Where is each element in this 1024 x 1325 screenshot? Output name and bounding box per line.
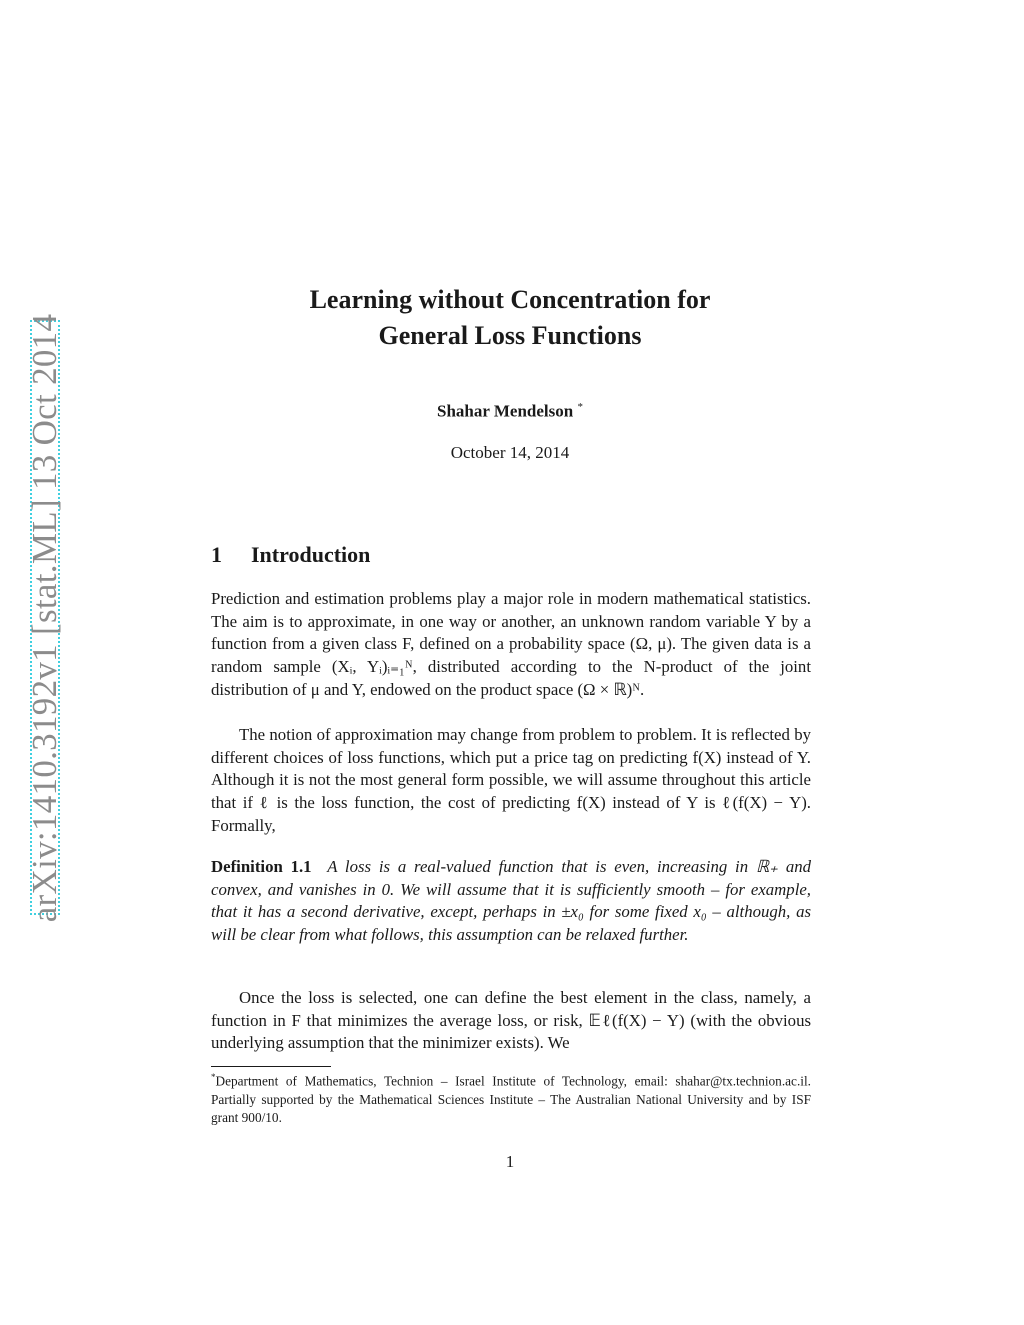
footnote: [211, 1068, 811, 1128]
author-footnote-mark: *: [577, 401, 583, 413]
footnote-text: Department of Mathematics, Technion – Israel Institute of Technology, email: shahar@tx.technion.ac.il. Partially supported by the Mathematical Sciences Institute – The Australian National University and by ISF grant 900/10.: [211, 1073, 811, 1126]
definition-text: A loss is a real-valued function that is even, increasing in ℝ₊ and convex, and vanishes in 0. We will assume that it is sufficiently smooth – for example, that it has a second derivative, except, perhaps in ±x₀ for some fixed x₀ – although, as will be clear from what follows, this assumption can be relaxed further.: [211, 857, 812, 945]
section-heading: [211, 542, 370, 568]
paragraph-text: Prediction and estimation problems play a major role in modern mathematical statistics. The aim is to approximate, in one way or another, an unknown random variable Y by a function from a given class F, defined on a probability space (Ω, μ). The given data is a random sample (Xᵢ, Yᵢ)ᵢ₌₁ᴺ, distributed according to the N-product of the joint distribution of μ and Y, endowed on the product space (Ω × ℝ)ᴺ.: [211, 589, 811, 699]
footnote-rule: [211, 1066, 331, 1067]
paper-date: October 14, 2014: [450, 443, 570, 462]
title-line-2: General Loss Functions: [378, 321, 642, 350]
arxiv-stamp: [25, 313, 64, 922]
definition-label: Definition 1.1: [211, 857, 312, 876]
author-name: Shahar Mendelson: [437, 401, 574, 421]
paragraph-risk: [211, 987, 811, 1055]
paragraph-loss-notion: [211, 724, 811, 838]
section-title: Introduction: [251, 542, 371, 567]
paragraph-intro: [211, 588, 811, 702]
definition-content: [211, 856, 811, 947]
arxiv-identifier: arXiv:1410.3192v1 [stat.ML] 13 Oct 2014: [25, 313, 64, 922]
title-line-1: Learning without Concentration for: [309, 285, 711, 314]
page-number: 1: [505, 1152, 515, 1171]
footnote-mark: *: [211, 1072, 216, 1082]
paragraph-text: The notion of approximation may change from problem to problem. It is reflected by different choices of loss functions, which put a price tag on predicting f(X) instead of Y. Although it is not the most general form possible, we will assume throughout this article that if ℓ is the loss function, the cost of predicting f(X) instead of Y is ℓ(f(X) − Y). Formally,: [211, 725, 811, 835]
section-number: 1: [211, 542, 222, 567]
author-line: [200, 401, 820, 422]
paper-title: [200, 282, 820, 354]
definition-block: [211, 856, 811, 947]
paragraph-text: Once the loss is selected, one can define the best element in the class, namely, a function in F that minimizes the average loss, or risk, 𝔼ℓ(f(X) − Y) (with the obvious underlying assumption that the minimizer exists). We: [211, 988, 811, 1053]
